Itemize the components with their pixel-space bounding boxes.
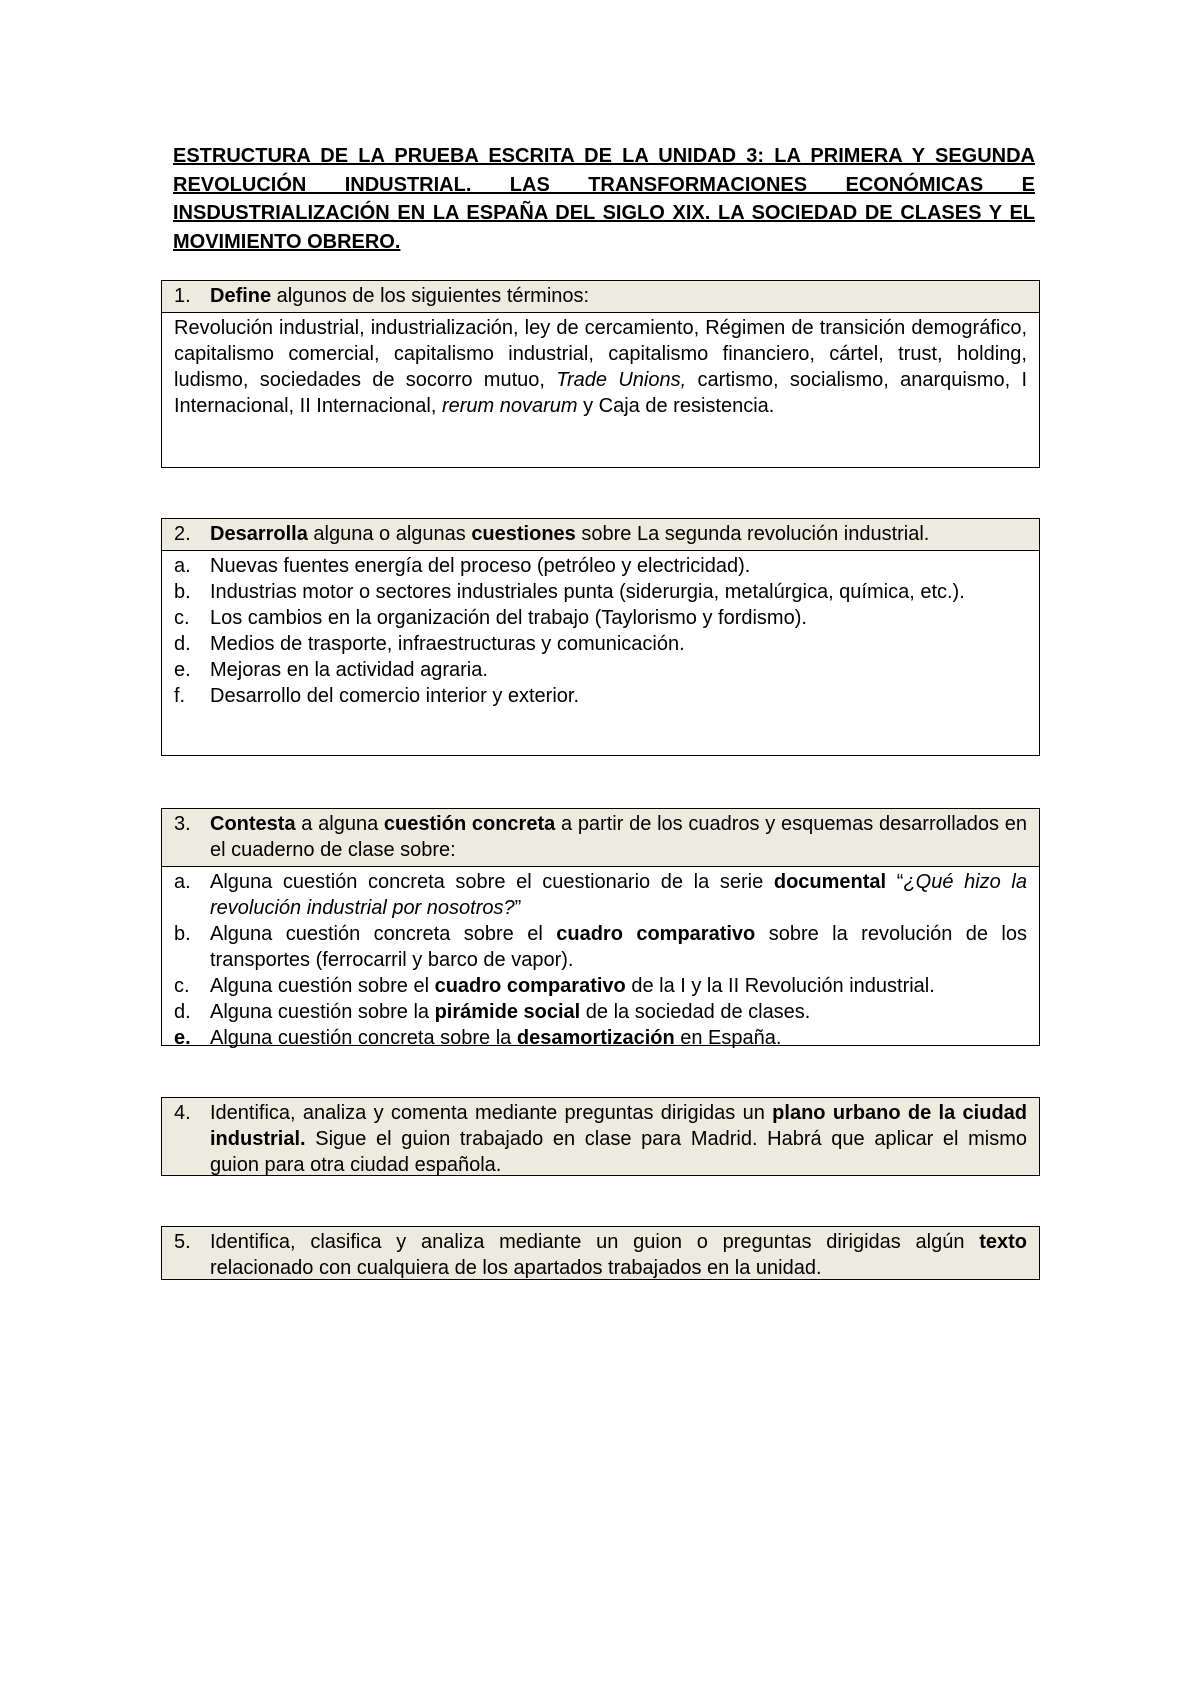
list-item: a. Alguna cuestión concreta sobre el cuestionario de la serie documental “¿Qué hizo la revolución industrial por nosotros?” — [174, 871, 1028, 919]
list-item: b. Alguna cuestión concreta sobre el cuadro comparativo sobre la revolución de los transportes (ferrocarril y barco de vapor). — [174, 923, 1028, 971]
section-1-terms: Revolución industrial, industrialización, ley de cercamiento, Régimen de transición demográfico, capitalismo comercial, capitalismo industrial, capitalismo financiero, cártel, trust, holding, ludismo, sociedades de socorro mutuo, Trade Unions, cartismo, socialismo, anarquismo, I Internacional, II Internacional, rerum novarum y Caja de resistencia. — [174, 317, 1028, 417]
list-item: d. Alguna cuestión sobre la pirámide social de la sociedad de clases. — [174, 1001, 811, 1023]
list-item: d. Medios de trasporte, infraestructuras y comunicación. — [174, 633, 685, 655]
list-item: b. Industrias motor o sectores industriales punta (siderurgia, metalúrgica, química, etc.). — [174, 581, 965, 603]
section-2-header: 2. Desarrolla alguna o algunas cuestiones sobre La segunda revolución industrial. — [162, 519, 1039, 551]
section-5-header: 5. Identifica, clasifica y analiza mediante un guion o preguntas dirigidas algún texto relacionado con cualquiera de los apartados trabajados en la unidad. — [162, 1227, 1039, 1279]
section-number: 1. — [174, 285, 191, 307]
section-number: 3. — [174, 813, 191, 835]
list-item: a. Nuevas fuentes energía del proceso (petróleo y electricidad). — [174, 555, 751, 577]
section-2-list — [162, 551, 1039, 711]
section-1-header — [162, 281, 1039, 313]
section-3-questions — [161, 808, 1040, 1049]
section-3-header: 3. Contesta a alguna cuestión concreta a partir de los cuadros y esquemas desarrollados en el cuaderno de clase sobre: — [162, 809, 1039, 867]
instruction-text: algunos de los siguientes términos: — [271, 285, 590, 307]
section-3-list — [162, 867, 1039, 1053]
section-4-urban-plan — [161, 1097, 1040, 1176]
section-number: 5. — [174, 1231, 191, 1253]
list-item: c. Los cambios en la organización del trabajo (Taylorismo y fordismo). — [174, 607, 807, 629]
list-item: c. Alguna cuestión sobre el cuadro comparativo de la I y la II Revolución industrial. — [174, 975, 935, 997]
section-1-definitions — [161, 280, 1040, 468]
instruction-verb: Define — [210, 285, 272, 307]
document-title: ESTRUCTURA DE LA PRUEBA ESCRITA DE LA UNIDAD 3: LA PRIMERA Y SEGUNDA REVOLUCIÓN INDUSTRIAL. LAS TRANSFORMACIONES ECONÓMICAS E INSDUSTRIALIZACIÓN EN LA ESPAÑA DEL SIGLO XIX. LA SOCIEDAD DE CLASES Y EL MOVIMIENTO OBRERO. — [173, 145, 1035, 253]
list-item: e. Mejoras en la actividad agraria. — [174, 659, 488, 681]
section-5-text-analysis — [161, 1226, 1040, 1280]
list-item: e. Alguna cuestión concreta sobre la desamortización en España. — [174, 1027, 782, 1049]
list-item: f. Desarrollo del comercio interior y exterior. — [174, 685, 580, 707]
section-number: 2. — [174, 523, 191, 545]
section-2-development — [161, 518, 1040, 756]
section-4-header: 4. Identifica, analiza y comenta mediante preguntas dirigidas un plano urbano de la ciudad industrial. Sigue el guion trabajado en clase para Madrid. Habrá que aplicar el mismo guion para otra ciudad española. — [162, 1098, 1039, 1175]
section-number: 4. — [174, 1102, 191, 1124]
